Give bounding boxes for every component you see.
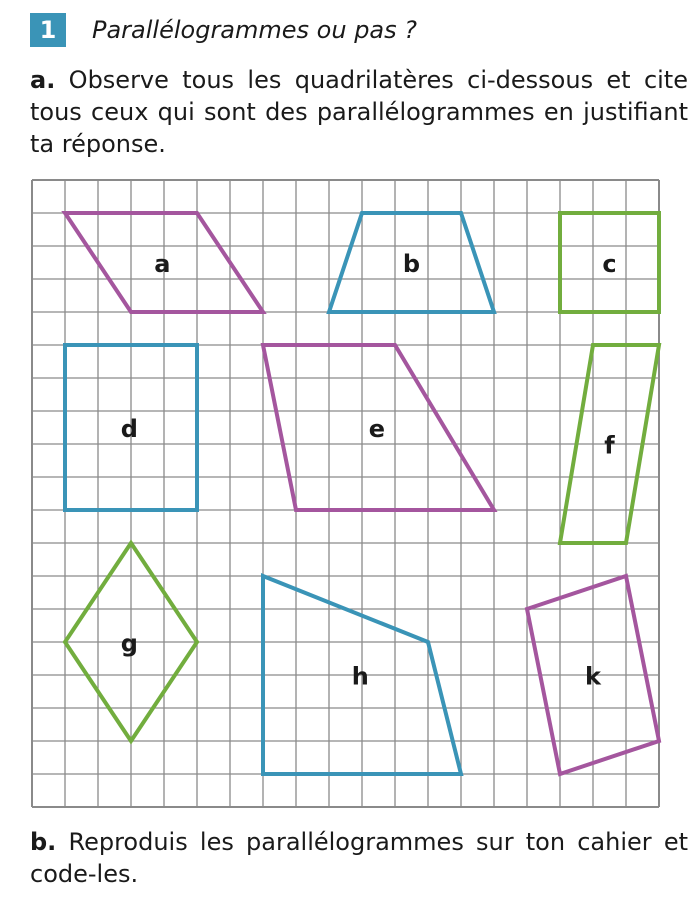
- shape-label-h: h: [351, 662, 369, 691]
- shape-label-g: g: [120, 629, 138, 658]
- question-a-letter: a.: [30, 66, 56, 94]
- shape-label-c: c: [602, 250, 617, 279]
- question-b-text: Reproduis les parallélogrammes sur ton cahier et code-les.: [30, 828, 688, 888]
- shape-label-e: e: [368, 415, 385, 444]
- shape-label-d: d: [120, 415, 138, 444]
- question-b-letter: b.: [30, 828, 57, 856]
- graph-paper-grid: [32, 180, 659, 807]
- exercise-title: Parallélogrammes ou pas ?: [92, 16, 418, 44]
- shape-label-a: a: [154, 250, 171, 279]
- shape-label-k: k: [585, 662, 601, 691]
- shape-label-b: b: [402, 250, 421, 279]
- exercise-number-badge: 1: [30, 13, 66, 47]
- question-a-text: Observe tous les quadrilatères ci-dessous et cite tous ceux qui sont des parallélogrammes en justifiant ta réponse.: [30, 66, 688, 158]
- question-b: [30, 826, 688, 890]
- shape-label-f: f: [604, 431, 615, 460]
